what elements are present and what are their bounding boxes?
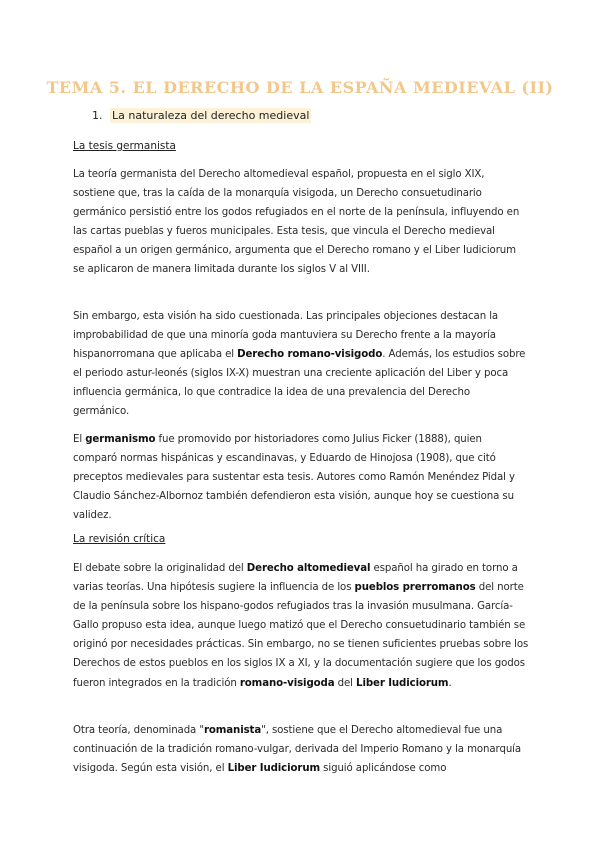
- subheading-revision-critica: La revisión crítica: [73, 533, 166, 545]
- paragraph-4-text-c: del norte de la península sobre los hispano-godos refugiados tras la invasión musulmana. García-Gallo propuso esta idea, aunque luego matizó que el Derecho consuetudinario también se originó por necesidades prácticas. Sin embargo, no se tienen suficientes pruebas sobre los Derechos de estos pueblos en los siglos IX a XI, y la documentación sugiere que los godos fueron integrados en la tradición: [73, 582, 529, 689]
- paragraph-2: [73, 307, 529, 422]
- document-title: TEMA 5. EL DERECHO DE LA ESPAÑA MEDIEVAL (II): [46, 78, 554, 97]
- paragraph-3: [73, 430, 529, 525]
- paragraph-5-text-b: ", sostiene que el Derecho altomedieval fue una continuación de la tradición romano-vulgar, derivada del Imperio Romano y la monarquía visigoda. Según esta visión, el: [73, 725, 522, 775]
- paragraph-4-bold-d: Liber Iudiciorum: [356, 677, 449, 689]
- paragraph-2-bold-a: Derecho romano-visigodo: [237, 349, 383, 361]
- paragraph-4-bold-c: romano-visigoda: [239, 677, 335, 689]
- paragraph-4-text-e: .: [448, 677, 452, 689]
- paragraph-5-bold-a: romanista: [203, 725, 262, 736]
- paragraph-4-bold-b: pueblos prerromanos: [354, 582, 476, 594]
- paragraph-4-text-b: español ha girado en torno a varias teorías. Una hipótesis sugiere la influencia de los: [73, 563, 518, 594]
- paragraph-2-text-a: Sin embargo, esta visión ha sido cuestionada. Las principales objeciones destacan la improbabilidad de que una minoría goda mantuviera su Derecho frente a la mayoría hispanorromana que aplicaba el: [73, 311, 499, 361]
- section-heading: [92, 109, 311, 122]
- paragraph-4-bold-a: Derecho altomedieval: [246, 563, 371, 574]
- paragraph-3-text-b: fue promovido por historiadores como Julius Ficker (1888), quien comparó normas hispánicas y escandinavas, y Eduardo de Hinojosa (1908), que citó preceptos medievales para sustentar esta tesis. Autores como Ramón Menéndez Pidal y Claudio Sánchez-Albornoz también defendieron esta visión, aunque hoy se cuestiona su validez.: [73, 434, 515, 522]
- paragraph-2-text-b: . Además, los estudios sobre el periodo astur-leonés (siglos IX-X) muestran una creciente aplicación del Liber y poca influencia germánica, lo que contradice la idea de una prevalencia del Derecho germánico.: [73, 349, 526, 418]
- section-title: La naturaleza del derecho medieval: [112, 109, 310, 122]
- paragraph-5-text-c: siguió aplicándose como: [320, 763, 447, 775]
- paragraph-4-text-d: del: [334, 677, 357, 689]
- paragraph-4-text-a: El debate sobre la originalidad del: [73, 563, 247, 574]
- paragraph-5: [73, 721, 529, 778]
- paragraph-5-text-a: Otra teoría, denominada ": [73, 725, 204, 736]
- paragraph-3-text-a: El: [73, 434, 86, 445]
- paragraph-3-bold-a: germanismo: [85, 434, 156, 445]
- paragraph-4: [73, 559, 529, 693]
- section-number: 1.: [92, 109, 103, 122]
- paragraph-5-bold-b: Liber Iudiciorum: [227, 763, 320, 775]
- paragraph-1: La teoría germanista del Derecho altomedieval español, propuesta en el siglo XIX, sostiene que, tras la caída de la monarquía visigoda, un Derecho consuetudinario germánico persistió entre los godos refugiados en el norte de la península, influyendo en las cartas pueblas y fueros municipales. Esta tesis, que vincula el Derecho medieval español a un origen germánico, argumenta que el Derecho romano y el Liber Iudiciorum se aplicaron de manera limitada durante los siglos V al VIII.: [73, 169, 520, 276]
- subheading-tesis-germanista: La tesis germanista: [73, 140, 176, 152]
